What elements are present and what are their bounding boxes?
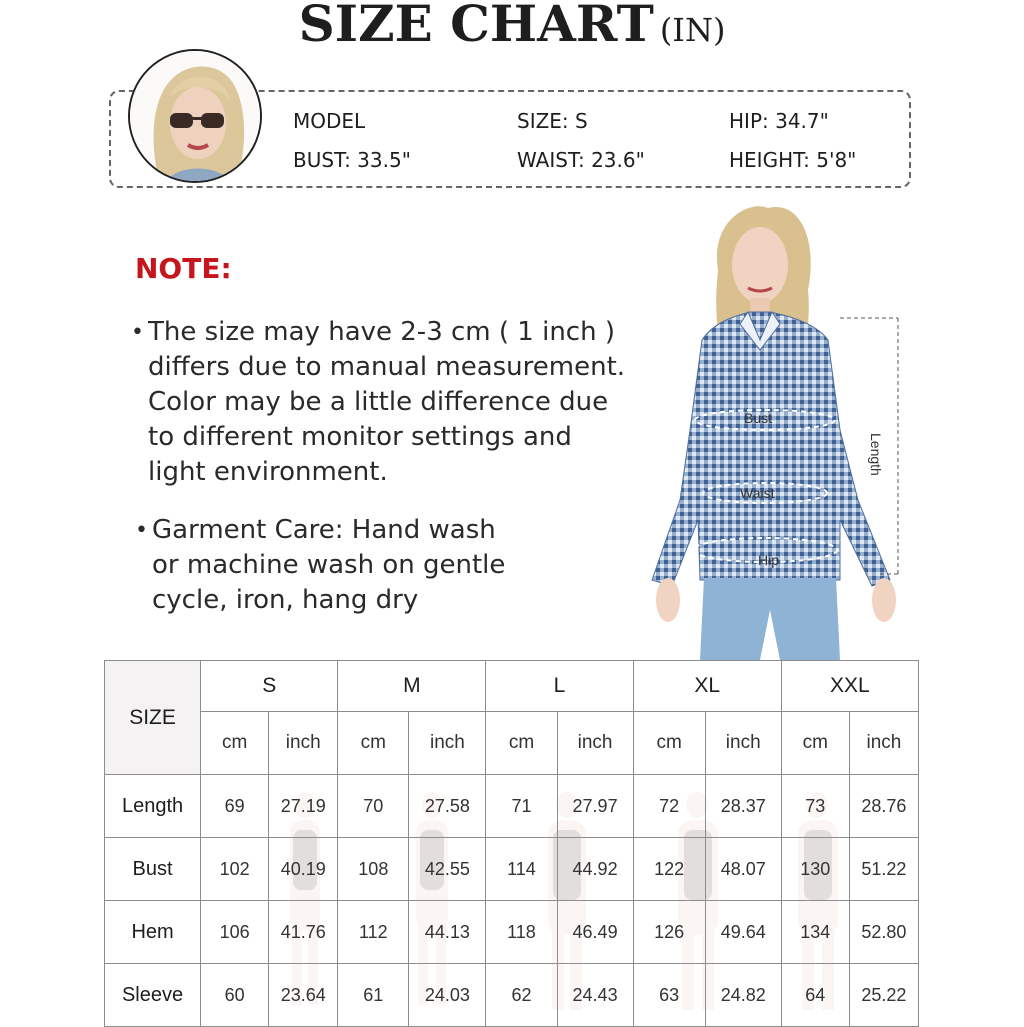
table-cell: 28.76 [849,775,918,838]
table-cell: 134 [781,901,849,964]
model-size: SIZE: S [517,109,588,133]
table-cell: 102 [201,838,269,901]
table-cell: 51.22 [849,838,918,901]
table-cell: 27.58 [409,775,486,838]
note-line: The size may have 2-3 cm ( 1 inch ) [148,317,615,347]
table-cell: 49.64 [705,901,781,964]
table-cell: 44.13 [409,901,486,964]
size-corner-header: SIZE [105,661,201,775]
table-cell: 24.82 [705,964,781,1027]
model-portrait-icon [130,51,262,183]
table-cell: 71 [486,775,557,838]
unit-header: inch [269,712,338,775]
bust-guide-label: Bust [744,410,773,426]
table-cell: 27.97 [557,775,633,838]
note-line: differs due to manual measurement. [148,352,626,382]
unit-header: cm [633,712,705,775]
table-cell: 41.76 [269,901,338,964]
note-item-care [135,513,506,618]
table-cell: 69 [201,775,269,838]
unit-header: cm [781,712,849,775]
table-cell: 23.64 [269,964,338,1027]
row-label: Length [105,775,201,838]
table-cell: 28.37 [705,775,781,838]
model-avatar [128,49,262,183]
table-cell: 73 [781,775,849,838]
title-unit: (IN) [659,11,726,49]
model-shirt-illustration [640,200,930,660]
size-header: L [486,661,633,712]
unit-header: inch [557,712,633,775]
table-cell: 122 [633,838,705,901]
table-cell: 52.80 [849,901,918,964]
note-line: Color may be a little difference due [148,387,609,417]
table-cell: 62 [486,964,557,1027]
bullet-icon: • [131,320,144,345]
table-row [105,964,919,1027]
table-row [105,838,919,901]
size-header: M [338,661,486,712]
unit-header: inch [705,712,781,775]
page-title [0,0,1024,53]
size-header: XXL [781,661,918,712]
table-cell: 64 [781,964,849,1027]
table-cell: 63 [633,964,705,1027]
model-bust: BUST: 33.5" [293,148,411,172]
note-line: or machine wash on gentle [152,550,506,580]
unit-header: cm [201,712,269,775]
note-line: to different monitor settings and [148,422,572,452]
note-title: NOTE: [135,252,232,285]
unit-header: inch [409,712,486,775]
table-cell: 118 [486,901,557,964]
table-cell: 27.19 [269,775,338,838]
size-header: XL [633,661,781,712]
note-line: light environment. [148,457,388,487]
model-hip: HIP: 34.7" [729,109,829,133]
model-figure [640,200,930,660]
model-label: MODEL [293,109,366,133]
table-cell: 61 [338,964,409,1027]
table-cell: 126 [633,901,705,964]
table-cell: 106 [201,901,269,964]
table-cell: 130 [781,838,849,901]
table-cell: 40.19 [269,838,338,901]
length-guide-label: Length [868,433,884,476]
table-cell: 42.55 [409,838,486,901]
table-cell: 70 [338,775,409,838]
table-cell: 48.07 [705,838,781,901]
table-cell: 72 [633,775,705,838]
table-row [105,775,919,838]
unit-header: cm [338,712,409,775]
size-chart-table [104,660,919,1027]
table-cell: 46.49 [557,901,633,964]
table-cell: 44.92 [557,838,633,901]
table-cell: 25.22 [849,964,918,1027]
hip-guide-label: Hip [758,552,780,568]
bullet-icon: • [135,518,148,543]
table-cell: 112 [338,901,409,964]
table-cell: 114 [486,838,557,901]
title-main: SIZE CHART [298,0,654,53]
table-cell: 24.43 [557,964,633,1027]
row-label: Bust [105,838,201,901]
table-cell: 108 [338,838,409,901]
row-label: Sleeve [105,964,201,1027]
table-cell: 24.03 [409,964,486,1027]
note-line: cycle, iron, hang dry [152,585,419,615]
row-label: Hem [105,901,201,964]
table-cell: 60 [201,964,269,1027]
note-item-measurement [131,315,626,490]
unit-header: cm [486,712,557,775]
waist-guide-label: Waist [740,485,775,501]
size-header: S [201,661,338,712]
note-line: Garment Care: Hand wash [152,515,496,545]
unit-header: inch [849,712,918,775]
model-waist: WAIST: 23.6" [517,148,645,172]
model-height: HEIGHT: 5'8" [729,148,857,172]
table-row [105,901,919,964]
